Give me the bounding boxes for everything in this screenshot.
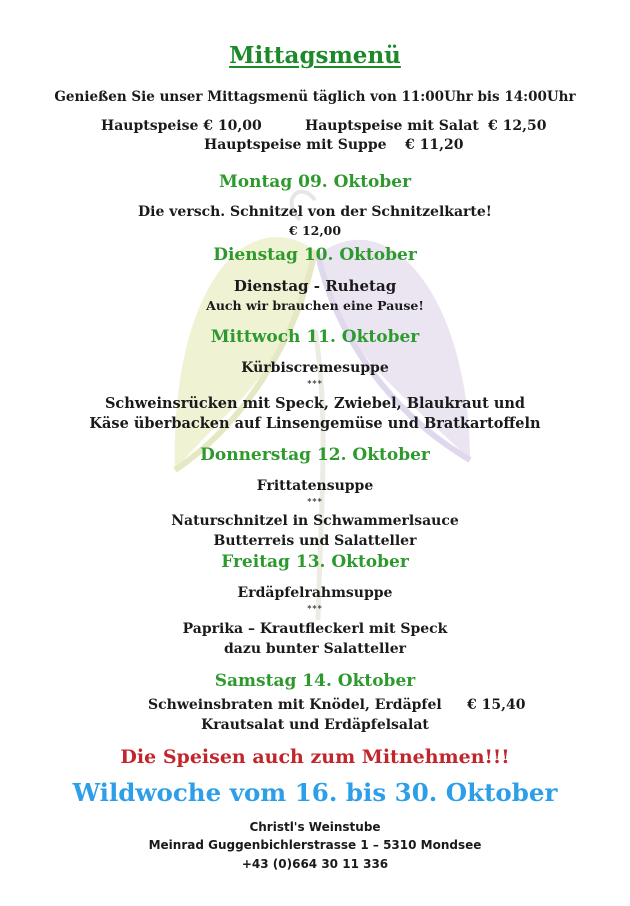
price-soup-value: € 11,20 bbox=[405, 137, 464, 153]
dish-line: Die versch. Schnitzel von der Schnitzelkarte! bbox=[138, 204, 492, 220]
contact-phone: +43 (0)664 30 11 336 bbox=[241, 857, 389, 871]
dish-line: Kürbiscremesuppe bbox=[241, 360, 389, 376]
dish-line: Auch wir brauchen eine Pause! bbox=[206, 298, 424, 313]
price-main: Hauptspeise € 10,00 bbox=[101, 118, 262, 134]
day-heading-montag: Montag 09. Oktober bbox=[218, 172, 412, 192]
dish-line: Erdäpfelrahmsuppe bbox=[237, 585, 393, 601]
contact-name: Christl's Weinstube bbox=[249, 820, 381, 834]
intro-text: Genießen Sie unser Mittagsmenü täglich von 11:00Uhr bis 14:00Uhr bbox=[54, 89, 576, 105]
price-salad-value: € 12,50 bbox=[488, 118, 547, 134]
dish-line: Schweinsrücken mit Speck, Zwiebel, Blaukraut und bbox=[104, 395, 526, 412]
day-heading-freitag: Freitag 13. Oktober bbox=[221, 552, 409, 572]
dish-line: Krautsalat und Erdäpfelsalat bbox=[201, 717, 429, 733]
price-soup-label: Hauptspeise mit Suppe bbox=[204, 137, 387, 153]
dish-price: € 12,00 bbox=[288, 223, 342, 238]
dish-line: Dienstag - Ruhetag bbox=[233, 277, 397, 295]
separator-stars: *** bbox=[307, 603, 323, 613]
price-salad-label: Hauptspeise mit Salat bbox=[305, 118, 479, 134]
page-title: Mittagsmenü bbox=[229, 42, 401, 69]
separator-stars: *** bbox=[307, 496, 323, 506]
dish-line: dazu bunter Salatteller bbox=[224, 641, 406, 657]
wildwoche-banner: Wildwoche vom 16. bis 30. Oktober bbox=[72, 778, 558, 807]
dish-line: Paprika – Krautfleckerl mit Speck bbox=[182, 621, 448, 637]
dish-line: Butterreis und Salatteller bbox=[213, 533, 417, 549]
day-heading-mittwoch: Mittwoch 11. Oktober bbox=[210, 327, 420, 347]
dish-line: Käse überbacken auf Linsengemüse und Bratkartoffeln bbox=[89, 415, 541, 432]
dish-line: Naturschnitzel in Schwammerlsauce bbox=[171, 513, 459, 529]
day-heading-samstag: Samstag 14. Oktober bbox=[214, 671, 416, 691]
dish-line: Schweinsbraten mit Knödel, Erdäpfel bbox=[148, 697, 442, 713]
day-heading-donnerstag: Donnerstag 12. Oktober bbox=[200, 445, 430, 465]
day-heading-dienstag: Dienstag 10. Oktober bbox=[213, 245, 417, 265]
separator-stars: *** bbox=[307, 378, 323, 388]
dish-line: Frittatensuppe bbox=[256, 478, 374, 494]
contact-address: Meinrad Guggenbichlerstrasse 1 – 5310 Mondsee bbox=[148, 838, 482, 852]
dish-price: € 15,40 bbox=[467, 697, 526, 713]
takeaway-note: Die Speisen auch zum Mitnehmen!!! bbox=[120, 746, 510, 768]
